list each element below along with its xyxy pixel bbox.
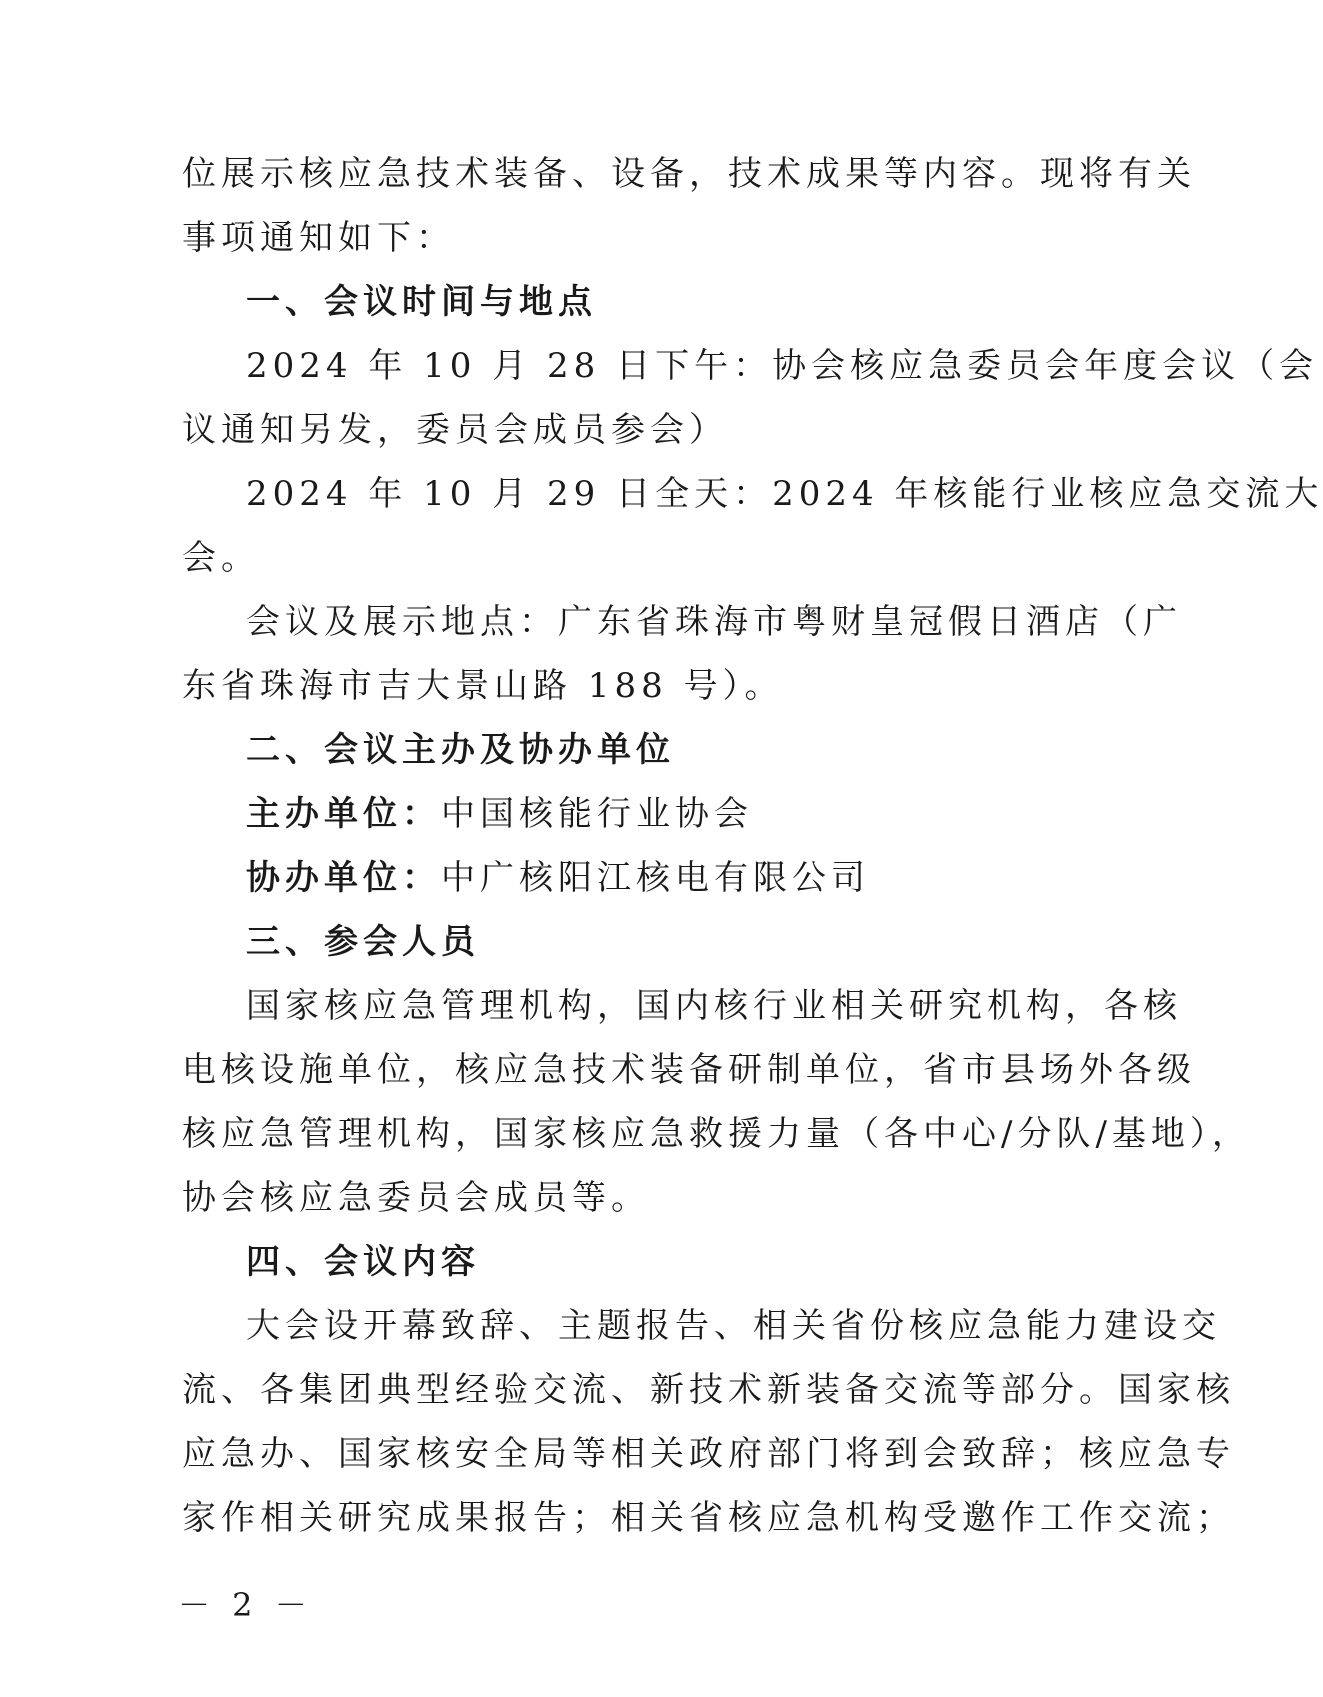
paragraph-line: 大会设开幕致辞、主题报告、相关省份核应急能力建设交 xyxy=(246,1306,1221,1346)
paragraph-line: 事项通知如下： xyxy=(182,218,455,258)
paragraph-line: 议通知另发，委员会成员参会） xyxy=(182,410,728,450)
paragraph-line: 国家核应急管理机构，国内核行业相关研究机构，各核 xyxy=(246,986,1182,1026)
paragraph-line: 家作相关研究成果报告；相关省核应急机构受邀作工作交流； xyxy=(182,1498,1235,1538)
paragraph-line: 会。 xyxy=(182,538,260,578)
paragraph-line: 电核设施单位，核应急技术装备研制单位，省市县场外各级 xyxy=(182,1050,1196,1090)
organizer-label: 主办单位： xyxy=(246,794,441,834)
document-body xyxy=(182,142,1323,1550)
section-heading: 三、参会人员 xyxy=(246,922,480,962)
paragraph-line: 会议及展示地点：广东省珠海市粤财皇冠假日酒店（广 xyxy=(246,602,1182,642)
paragraph-line: 流、各集团典型经验交流、新技术新装备交流等部分。国家核 xyxy=(182,1370,1235,1410)
section-heading: 四、会议内容 xyxy=(246,1242,480,1282)
section-heading: 二、会议主办及协办单位 xyxy=(246,730,675,770)
co-organizer-value: 中广核阳江核电有限公司 xyxy=(441,858,870,898)
paragraph-line: 协会核应急委员会成员等。 xyxy=(182,1178,650,1218)
paragraph-line: 位展示核应急技术装备、设备，技术成果等内容。现将有关 xyxy=(182,154,1196,194)
paragraph-line: 应急办、国家核安全局等相关政府部门将到会致辞；核应急专 xyxy=(182,1434,1235,1474)
paragraph-line: 核应急管理机构，国家核应急救援力量（各中心/分队/基地）， xyxy=(182,1114,1251,1154)
paragraph-line: 2024 年 10 月 29 日全天：2024 年核能行业核应急交流大 xyxy=(246,474,1323,514)
co-organizer-label: 协办单位： xyxy=(246,858,441,898)
paragraph-line: 东省珠海市吉大景山路 188 号）。 xyxy=(182,666,784,706)
organizer-line xyxy=(182,782,1022,846)
co-organizer-line xyxy=(182,846,1022,910)
section-heading: 一、会议时间与地点 xyxy=(246,282,597,322)
organizer-value: 中国核能行业协会 xyxy=(441,794,753,834)
page-number: － 2 － xyxy=(178,1586,313,1624)
paragraph-line: 2024 年 10 月 28 日下午：协会核应急委员会年度会议（会 xyxy=(246,346,1319,386)
